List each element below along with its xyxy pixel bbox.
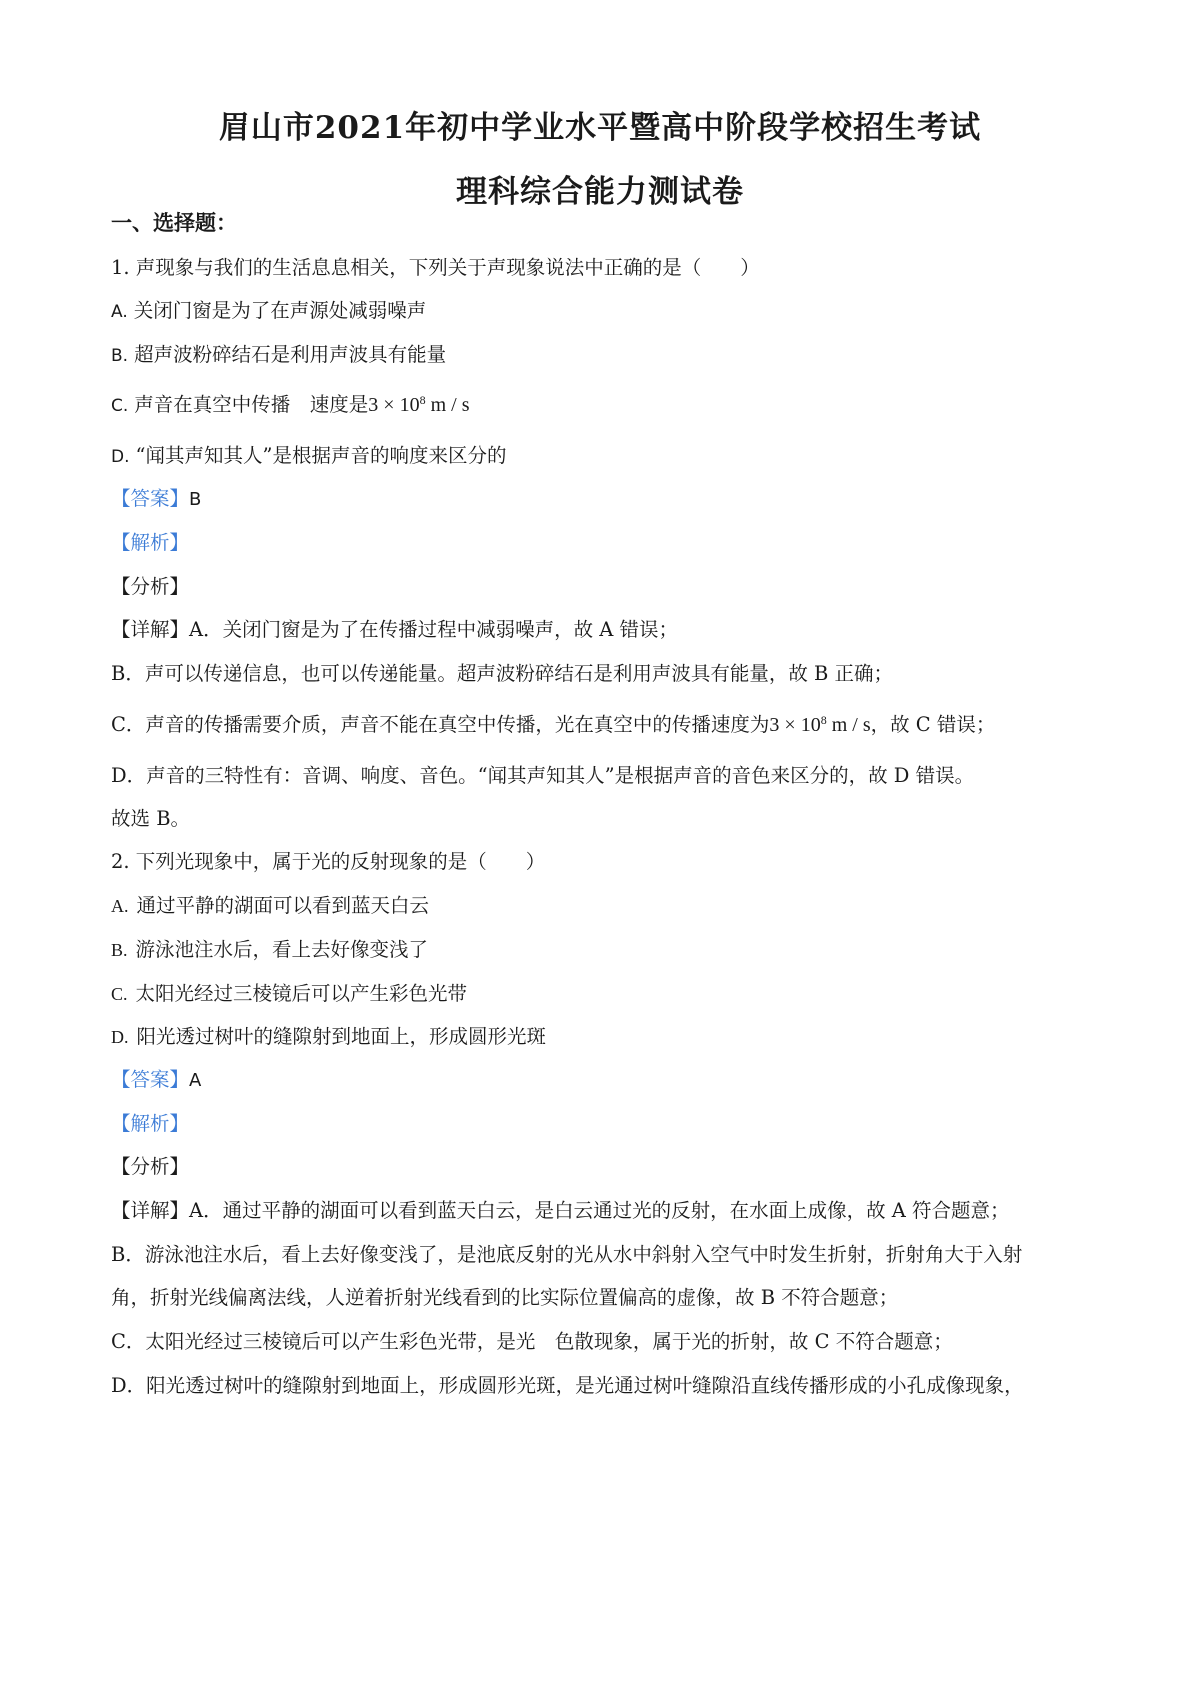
q2-detail-c: C．太阳光经过三棱镜后可以产生彩色光带，是光 色散现象，属于光的折射，故 C 不符合题意； (111, 1330, 953, 1353)
q1-option-b (111, 341, 446, 370)
q2-detail-a: 【详解】A．通过平静的湖面可以看到蓝天白云，是白云通过光的反射，在水面上成像，故 A 符合题意； (111, 1199, 1010, 1222)
q2-option-b (111, 936, 428, 964)
q2-option-a-text: 通过平静的湖面可以看到蓝天白云 (136, 894, 430, 917)
section-heading: 一、选择题： (111, 210, 237, 235)
q2-option-d-label: D. (111, 1027, 129, 1047)
q2-option-b-text: 游泳池注水后，看上去好像变浅了 (135, 938, 429, 961)
q1-option-d-text: “闻其声知其人”是根据声音的响度来区分的 (135, 444, 507, 467)
q2-detail-b-line1: B．游泳池注水后，看上去好像变浅了，是池底反射的光从水中斜射入空气中时发生折射，折射角大于入射 (111, 1243, 1023, 1266)
q1-detail-b: B．声可以传递信息，也可以传递能量。超声波粉碎结石是利用声波具有能量，故 B 正确； (111, 662, 894, 685)
q1-option-d (111, 442, 506, 471)
q1-answer-value: B (189, 489, 202, 510)
q2-jiexi-tag: 【解析】 (111, 1112, 190, 1135)
q1-detail-c (111, 711, 995, 739)
q1-option-a (111, 297, 426, 326)
q1-option-b-text: 超声波粉碎结石是利用声波具有能量 (134, 343, 447, 366)
math-base: 3 × 10 (769, 714, 821, 736)
math-exponent: 8 (419, 393, 426, 407)
q2-option-d (111, 1023, 546, 1051)
q2-option-c-text: 太阳光经过三棱镜后可以产生彩色光带 (135, 982, 468, 1005)
q1-answer (111, 485, 201, 514)
q1-detail-c-pre: C．声音的传播需要介质，声音不能在真空中传播，光在真空中的传播速度为 (111, 713, 770, 736)
exam-title: 眉山市2021年初中学业水平暨高中阶段学校招生考试 (218, 110, 982, 146)
q2-detail-b-line2: 角，折射光线偏离法线，人逆着折射光线看到的比实际位置偏高的虚像，故 B 不符合题意； (111, 1286, 899, 1309)
q2-option-a-label: A. (111, 896, 129, 916)
q2-detail-d: D．阳光透过树叶的缝隙射到地面上，形成圆形光斑，是光通过树叶缝隙沿直线传播形成的小孔成像现象， (111, 1374, 1024, 1397)
math-base: 3 × 10 (368, 394, 420, 416)
q2-option-d-text: 阳光透过树叶的缝隙射到地面上，形成圆形光斑 (136, 1025, 547, 1048)
q1-detail-a: 【详解】A．关闭门窗是为了在传播过程中减弱噪声，故 A 错误； (111, 618, 679, 641)
q2-answer (111, 1066, 201, 1095)
q2-option-b-label: B. (111, 940, 128, 960)
q1-option-a-label: A. (111, 302, 128, 322)
q2-fenxi: 【分析】 (111, 1155, 190, 1178)
q1-detail-c-math (769, 714, 870, 736)
q1-option-b-label: B. (111, 346, 129, 366)
math-exponent: 8 (820, 713, 827, 727)
q1-stem: 1. 声现象与我们的生活息息相关，下列关于声现象说法中正确的是（ ） (111, 256, 760, 279)
q1-option-a-text: 关闭门窗是为了在声源处减弱噪声 (133, 299, 427, 322)
q1-option-d-label: D. (111, 447, 130, 467)
q2-option-a (111, 892, 429, 920)
q1-option-c-math (368, 394, 469, 416)
math-unit: m / s (826, 714, 871, 736)
q1-answer-tag: 【答案】 (111, 487, 190, 510)
math-unit: m / s (425, 394, 470, 416)
q1-detail-c-post: ，故 C 错误； (870, 713, 996, 736)
q2-stem: 2. 下列光现象中，属于光的反射现象的是（ ） (111, 850, 546, 873)
q2-answer-tag: 【答案】 (111, 1068, 190, 1091)
q1-fenxi: 【分析】 (111, 575, 190, 598)
q1-jiexi-tag: 【解析】 (111, 531, 190, 554)
q1-option-c (111, 391, 469, 420)
q1-option-c-label: C. (111, 396, 129, 416)
q1-detail-d: D．声音的三特性有：音调、响度、音色。“闻其声知其人”是根据声音的音色来区分的，故 D 错误。 (111, 764, 975, 787)
q2-option-c (111, 980, 467, 1008)
q1-conclusion: 故选 B。 (111, 807, 191, 830)
exam-subtitle: 理科综合能力测试卷 (456, 174, 744, 210)
q2-answer-value: A (189, 1070, 202, 1091)
q1-option-c-text: 声音在真空中传播 速度是 (134, 393, 369, 416)
q2-option-c-label: C. (111, 984, 128, 1004)
